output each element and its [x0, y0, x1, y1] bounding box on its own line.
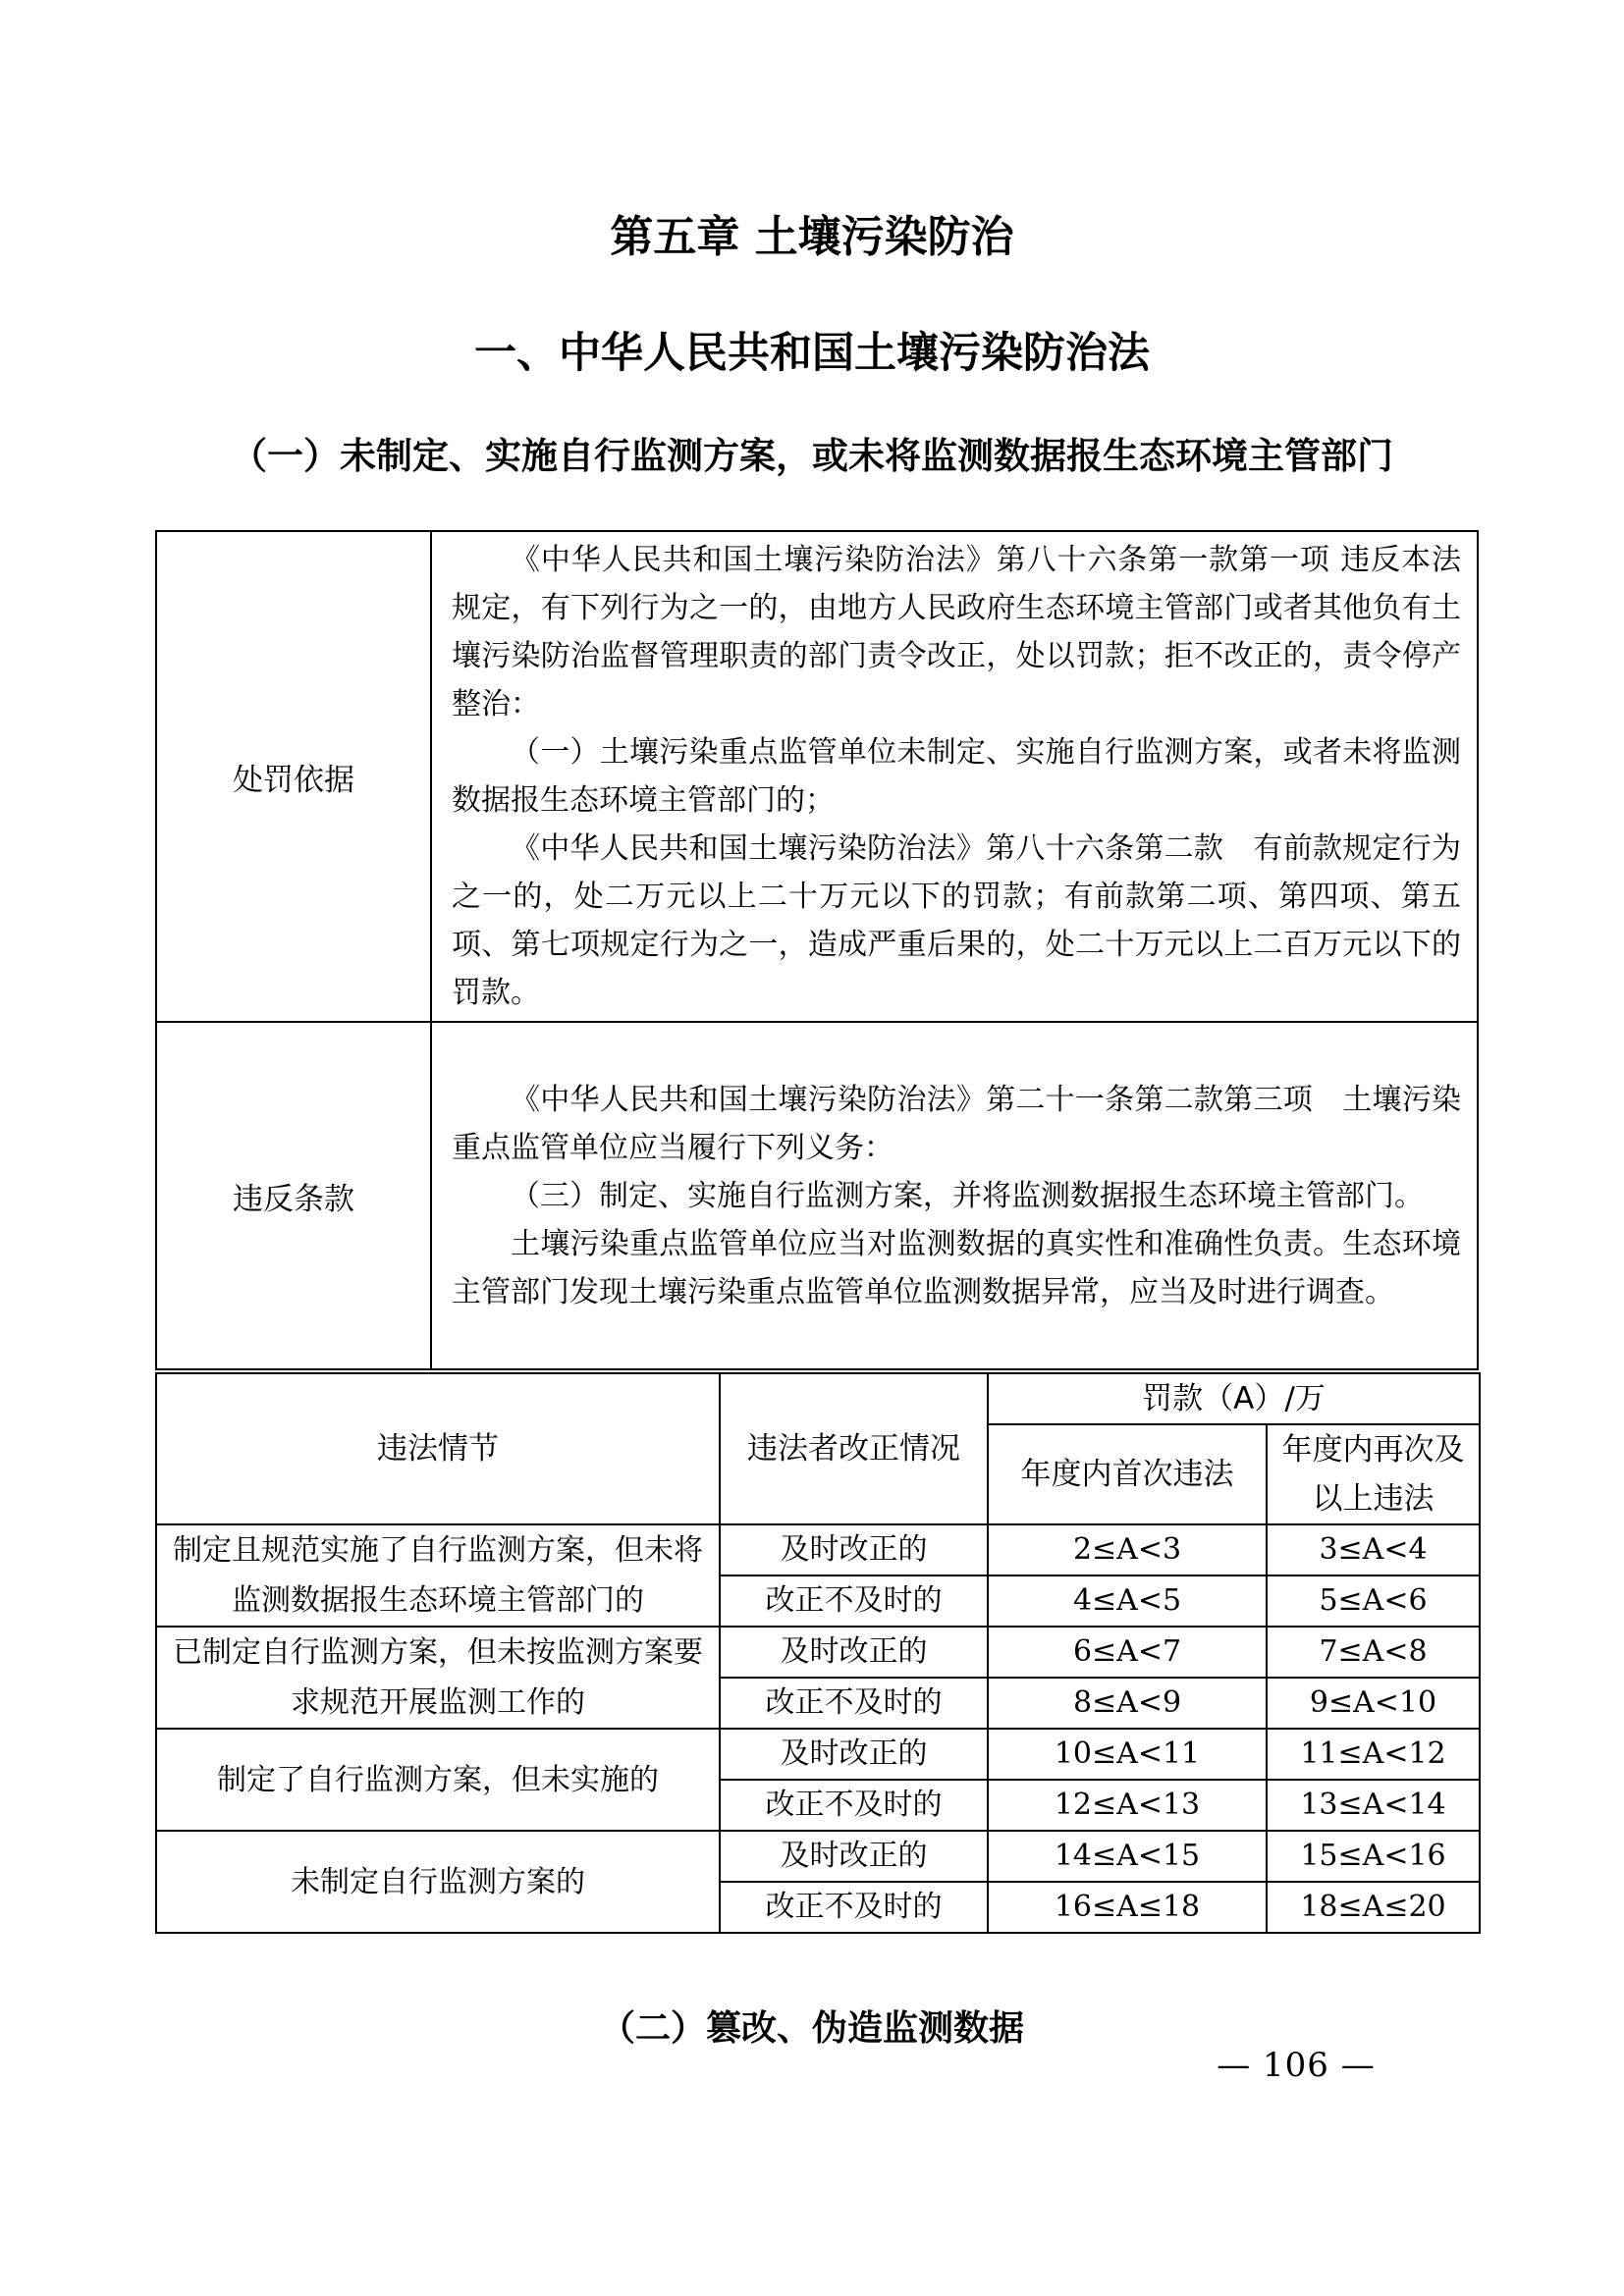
- circumstance-header: 违法情节: [156, 1373, 720, 1524]
- penalty-paragraph: （一）土壤污染重点监管单位未制定、实施自行监测方案，或者未将监测数据报生态环境主管部门的；: [452, 735, 1461, 818]
- correction-cell: 及时改正的: [720, 1627, 988, 1678]
- violation-clause-row: [156, 1022, 1478, 1369]
- violation-paragraph: （三）制定、实施自行监测方案，并将监测数据报生态环境主管部门。: [511, 1178, 1424, 1213]
- legal-basis-table: [155, 530, 1479, 1370]
- correction-cell: 改正不及时的: [720, 1780, 988, 1831]
- fine-amount-header: 罚款（A）/万: [988, 1373, 1480, 1424]
- fine-repeat-cell: 13≤A<14: [1267, 1780, 1480, 1831]
- table-row: [156, 1729, 1480, 1780]
- fine-first-cell: 2≤A<3: [988, 1524, 1267, 1575]
- fine-repeat-cell: 15≤A<16: [1267, 1831, 1480, 1882]
- fine-repeat-cell: 3≤A<4: [1267, 1524, 1480, 1575]
- fine-first-cell: 10≤A<11: [988, 1729, 1267, 1780]
- circumstance-cell: 已制定自行监测方案，但未按监测方案要求规范开展监测工作的: [156, 1627, 720, 1729]
- penalty-paragraph: 《中华人民共和国土壤污染防治法》第八十六条第二款 有前款规定行为之一的，处二万元以上二十万元以下的罚款；有前款第二项、第四项、第五项、第七项规定行为之一，造成严重后果的，处二十万元以上二百万元以下的罚款。: [452, 831, 1461, 1010]
- correction-cell: 及时改正的: [720, 1831, 988, 1882]
- fine-repeat-cell: 7≤A<8: [1267, 1627, 1480, 1678]
- violation-paragraph: 土壤污染重点监管单位应当对监测数据的真实性和准确性负责。生态环境主管部门发现土壤污染重点监管单位监测数据异常，应当及时进行调查。: [452, 1226, 1461, 1309]
- correction-cell: 改正不及时的: [720, 1575, 988, 1627]
- repeat-violation-header: 年度内再次及以上违法: [1267, 1424, 1480, 1524]
- violation-paragraph: 《中华人民共和国土壤污染防治法》第二十一条第二款第三项 土壤污染重点监管单位应当履行下列义务：: [452, 1082, 1461, 1165]
- fine-standard-table: [155, 1372, 1481, 1934]
- correction-header: 违法者改正情况: [720, 1373, 988, 1524]
- fine-first-cell: 16≤A≤18: [988, 1882, 1267, 1933]
- circumstance-cell: 制定且规范实施了自行监测方案，但未将监测数据报生态环境主管部门的: [156, 1524, 720, 1627]
- correction-cell: 及时改正的: [720, 1729, 988, 1780]
- page-number: — 106 —: [1217, 2046, 1376, 2085]
- fine-repeat-cell: 18≤A≤20: [1267, 1882, 1480, 1933]
- fine-header-row: [156, 1373, 1480, 1424]
- subsection-title: （一）未制定、实施自行监测方案，或未将监测数据报生态环境主管部门: [231, 434, 1393, 477]
- first-violation-header: 年度内首次违法: [988, 1424, 1267, 1524]
- table-row: [156, 1627, 1480, 1678]
- correction-cell: 改正不及时的: [720, 1678, 988, 1729]
- penalty-basis-label: 处罚依据: [156, 531, 431, 1022]
- penalty-basis-row: [156, 531, 1478, 1022]
- correction-cell: 及时改正的: [720, 1524, 988, 1575]
- section2-title: （二）篡改、伪造监测数据: [599, 2007, 1024, 2049]
- correction-cell: 改正不及时的: [720, 1882, 988, 1933]
- circumstance-cell: 未制定自行监测方案的: [156, 1831, 720, 1933]
- fine-repeat-cell: 5≤A<6: [1267, 1575, 1480, 1627]
- fine-first-cell: 6≤A<7: [988, 1627, 1267, 1678]
- fine-repeat-cell: 11≤A<12: [1267, 1729, 1480, 1780]
- section-title: 一、中华人民共和国土壤污染防治法: [474, 329, 1150, 378]
- table-row: [156, 1831, 1480, 1882]
- violation-clause-content: [431, 1022, 1478, 1369]
- penalty-paragraph: 《中华人民共和国土壤污染防治法》第八十六条第一款第一项 违反本法规定，有下列行为之一的，由地方人民政府生态环境主管部门或者其他负有土壤污染防治监督管理职责的部门责令改正，处以罚款；拒不改正的，责令停产整治：: [452, 543, 1461, 721]
- fine-first-cell: 14≤A<15: [988, 1831, 1267, 1882]
- circumstance-cell: 制定了自行监测方案，但未实施的: [156, 1729, 720, 1831]
- fine-repeat-cell: 9≤A<10: [1267, 1678, 1480, 1729]
- fine-first-cell: 8≤A<9: [988, 1678, 1267, 1729]
- penalty-basis-content: [431, 531, 1478, 1022]
- fine-first-cell: 4≤A<5: [988, 1575, 1267, 1627]
- fine-first-cell: 12≤A<13: [988, 1780, 1267, 1831]
- chapter-title: 第五章 土壤污染防治: [610, 212, 1014, 262]
- table-row: [156, 1524, 1480, 1575]
- violation-clause-label: 违反条款: [156, 1022, 431, 1369]
